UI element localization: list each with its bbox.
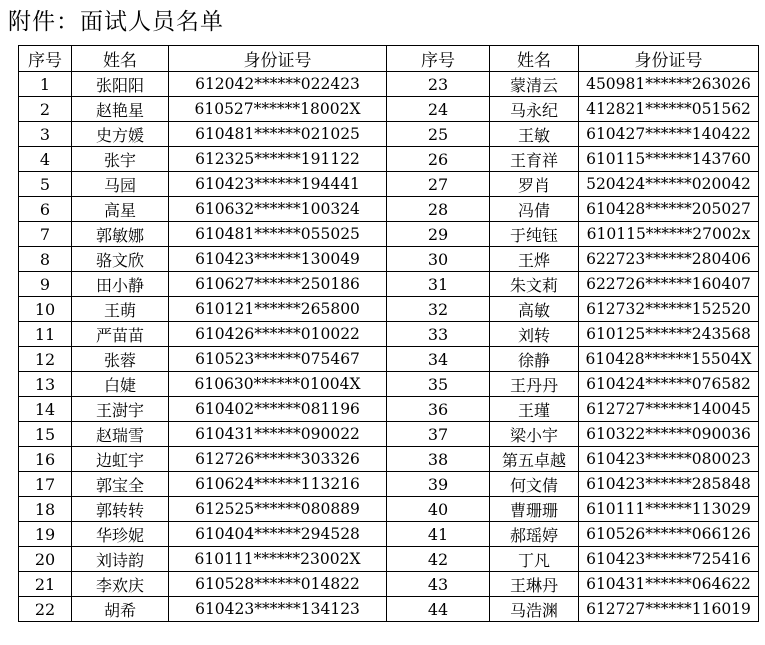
table-row [19,222,759,247]
serial-cell: 22 [19,597,72,622]
id-cell: 412821******051562 [579,97,759,122]
id-cell: 610322******090036 [579,422,759,447]
name-cell: 朱文莉 [490,272,579,297]
name-cell: 郝瑶婷 [490,522,579,547]
serial-cell: 27 [387,172,490,197]
id-cell: 612727******116019 [579,597,759,622]
serial-cell: 40 [387,497,490,522]
serial-cell: 9 [19,272,72,297]
table-row [19,72,759,97]
name-cell: 王琳丹 [490,572,579,597]
id-cell: 610527******18002X [169,97,387,122]
name-cell: 张阳阳 [72,72,169,97]
serial-cell: 11 [19,322,72,347]
serial-cell: 39 [387,472,490,497]
serial-cell: 14 [19,397,72,422]
id-cell: 610402******081196 [169,397,387,422]
id-cell: 610627******250186 [169,272,387,297]
table-row [19,297,759,322]
table-row [19,422,759,447]
serial-cell: 10 [19,297,72,322]
id-cell: 622726******160407 [579,272,759,297]
serial-cell: 34 [387,347,490,372]
serial-cell: 31 [387,272,490,297]
serial-cell: 35 [387,372,490,397]
id-cell: 612525******080889 [169,497,387,522]
id-cell: 610431******064622 [579,572,759,597]
serial-cell: 12 [19,347,72,372]
name-cell: 李欢庆 [72,572,169,597]
name-cell: 王烨 [490,247,579,272]
serial-cell: 8 [19,247,72,272]
serial-cell: 38 [387,447,490,472]
serial-cell: 37 [387,422,490,447]
name-cell: 于纯钰 [490,222,579,247]
table-row [19,372,759,397]
name-cell: 曹珊珊 [490,497,579,522]
name-cell: 王敏 [490,122,579,147]
id-cell: 612042******022423 [169,72,387,97]
id-cell: 612325******191122 [169,147,387,172]
serial-cell: 13 [19,372,72,397]
id-cell: 610121******265800 [169,297,387,322]
id-cell: 610426******010022 [169,322,387,347]
name-cell: 赵瑞雪 [72,422,169,447]
id-cell: 520424******020042 [579,172,759,197]
name-cell: 梁小宇 [490,422,579,447]
name-cell: 马园 [72,172,169,197]
name-cell: 刘转 [490,322,579,347]
table-row [19,522,759,547]
serial-cell: 2 [19,97,72,122]
serial-cell: 24 [387,97,490,122]
id-cell: 610481******055025 [169,222,387,247]
serial-cell: 30 [387,247,490,272]
table-row [19,172,759,197]
serial-cell: 29 [387,222,490,247]
name-cell: 白婕 [72,372,169,397]
table-row [19,597,759,622]
header-serial-left: 序号 [19,46,72,72]
id-cell: 610523******075467 [169,347,387,372]
name-cell: 刘诗韵 [72,547,169,572]
header-name-left: 姓名 [72,46,169,72]
name-cell: 王丹丹 [490,372,579,397]
id-cell: 610423******285848 [579,472,759,497]
id-cell: 610111******113029 [579,497,759,522]
serial-cell: 5 [19,172,72,197]
name-cell: 史方媛 [72,122,169,147]
id-cell: 450981******263026 [579,72,759,97]
serial-cell: 1 [19,72,72,97]
id-cell: 610427******140422 [579,122,759,147]
table-row [19,397,759,422]
name-cell: 张宇 [72,147,169,172]
table-row [19,472,759,497]
id-cell: 610423******134123 [169,597,387,622]
name-cell: 丁凡 [490,547,579,572]
id-cell: 610423******725416 [579,547,759,572]
id-cell: 610428******15504X [579,347,759,372]
serial-cell: 17 [19,472,72,497]
table-row [19,97,759,122]
table-row [19,247,759,272]
id-cell: 610481******021025 [169,122,387,147]
name-cell: 罗肖 [490,172,579,197]
table-row [19,147,759,172]
id-cell: 610115******143760 [579,147,759,172]
name-cell: 郭敏娜 [72,222,169,247]
name-cell: 张蓉 [72,347,169,372]
id-cell: 610630******01004X [169,372,387,397]
serial-cell: 19 [19,522,72,547]
name-cell: 胡希 [72,597,169,622]
serial-cell: 21 [19,572,72,597]
name-cell: 赵艳星 [72,97,169,122]
serial-cell: 25 [387,122,490,147]
id-cell: 610431******090022 [169,422,387,447]
name-cell: 王瑾 [490,397,579,422]
serial-cell: 36 [387,397,490,422]
name-cell: 王澍宇 [72,397,169,422]
serial-cell: 6 [19,197,72,222]
serial-cell: 3 [19,122,72,147]
serial-cell: 16 [19,447,72,472]
serial-cell: 4 [19,147,72,172]
header-id-left: 身份证号 [169,46,387,72]
id-cell: 610423******130049 [169,247,387,272]
table-row [19,572,759,597]
id-cell: 612726******303326 [169,447,387,472]
table-row [19,122,759,147]
header-name-right: 姓名 [490,46,579,72]
name-cell: 高星 [72,197,169,222]
name-cell: 郭转转 [72,497,169,522]
id-cell: 610428******205027 [579,197,759,222]
id-cell: 610424******076582 [579,372,759,397]
table-row [19,447,759,472]
id-cell: 610528******014822 [169,572,387,597]
serial-cell: 42 [387,547,490,572]
serial-cell: 20 [19,547,72,572]
id-cell: 610624******113216 [169,472,387,497]
name-cell: 边虹宇 [72,447,169,472]
header-serial-right: 序号 [387,46,490,72]
serial-cell: 23 [387,72,490,97]
serial-cell: 41 [387,522,490,547]
header-id-right: 身份证号 [579,46,759,72]
serial-cell: 32 [387,297,490,322]
id-cell: 610423******194441 [169,172,387,197]
table-row [19,497,759,522]
name-cell: 冯倩 [490,197,579,222]
id-cell: 610404******294528 [169,522,387,547]
table-row [19,547,759,572]
table-body [19,72,759,622]
id-cell: 610526******066126 [579,522,759,547]
id-cell: 622723******280406 [579,247,759,272]
table-header-row [19,46,759,72]
table-row [19,272,759,297]
serial-cell: 33 [387,322,490,347]
serial-cell: 7 [19,222,72,247]
id-cell: 610111******23002X [169,547,387,572]
serial-cell: 44 [387,597,490,622]
name-cell: 田小静 [72,272,169,297]
name-cell: 蒙清云 [490,72,579,97]
serial-cell: 28 [387,197,490,222]
name-cell: 骆文欣 [72,247,169,272]
table-row [19,347,759,372]
id-cell: 612727******140045 [579,397,759,422]
interview-roster-table [18,45,759,622]
serial-cell: 26 [387,147,490,172]
serial-cell: 18 [19,497,72,522]
name-cell: 郭宝全 [72,472,169,497]
name-cell: 徐静 [490,347,579,372]
serial-cell: 15 [19,422,72,447]
name-cell: 第五卓越 [490,447,579,472]
name-cell: 何文倩 [490,472,579,497]
name-cell: 华珍妮 [72,522,169,547]
document-title: 附件：面试人员名单 [8,9,224,35]
id-cell: 610115******27002x [579,222,759,247]
name-cell: 高敏 [490,297,579,322]
id-cell: 610632******100324 [169,197,387,222]
name-cell: 严苗苗 [72,322,169,347]
serial-cell: 43 [387,572,490,597]
table-row [19,197,759,222]
name-cell: 马浩渊 [490,597,579,622]
name-cell: 王萌 [72,297,169,322]
id-cell: 612732******152520 [579,297,759,322]
table-row [19,322,759,347]
id-cell: 610423******080023 [579,447,759,472]
id-cell: 610125******243568 [579,322,759,347]
name-cell: 马永纪 [490,97,579,122]
name-cell: 王育祥 [490,147,579,172]
